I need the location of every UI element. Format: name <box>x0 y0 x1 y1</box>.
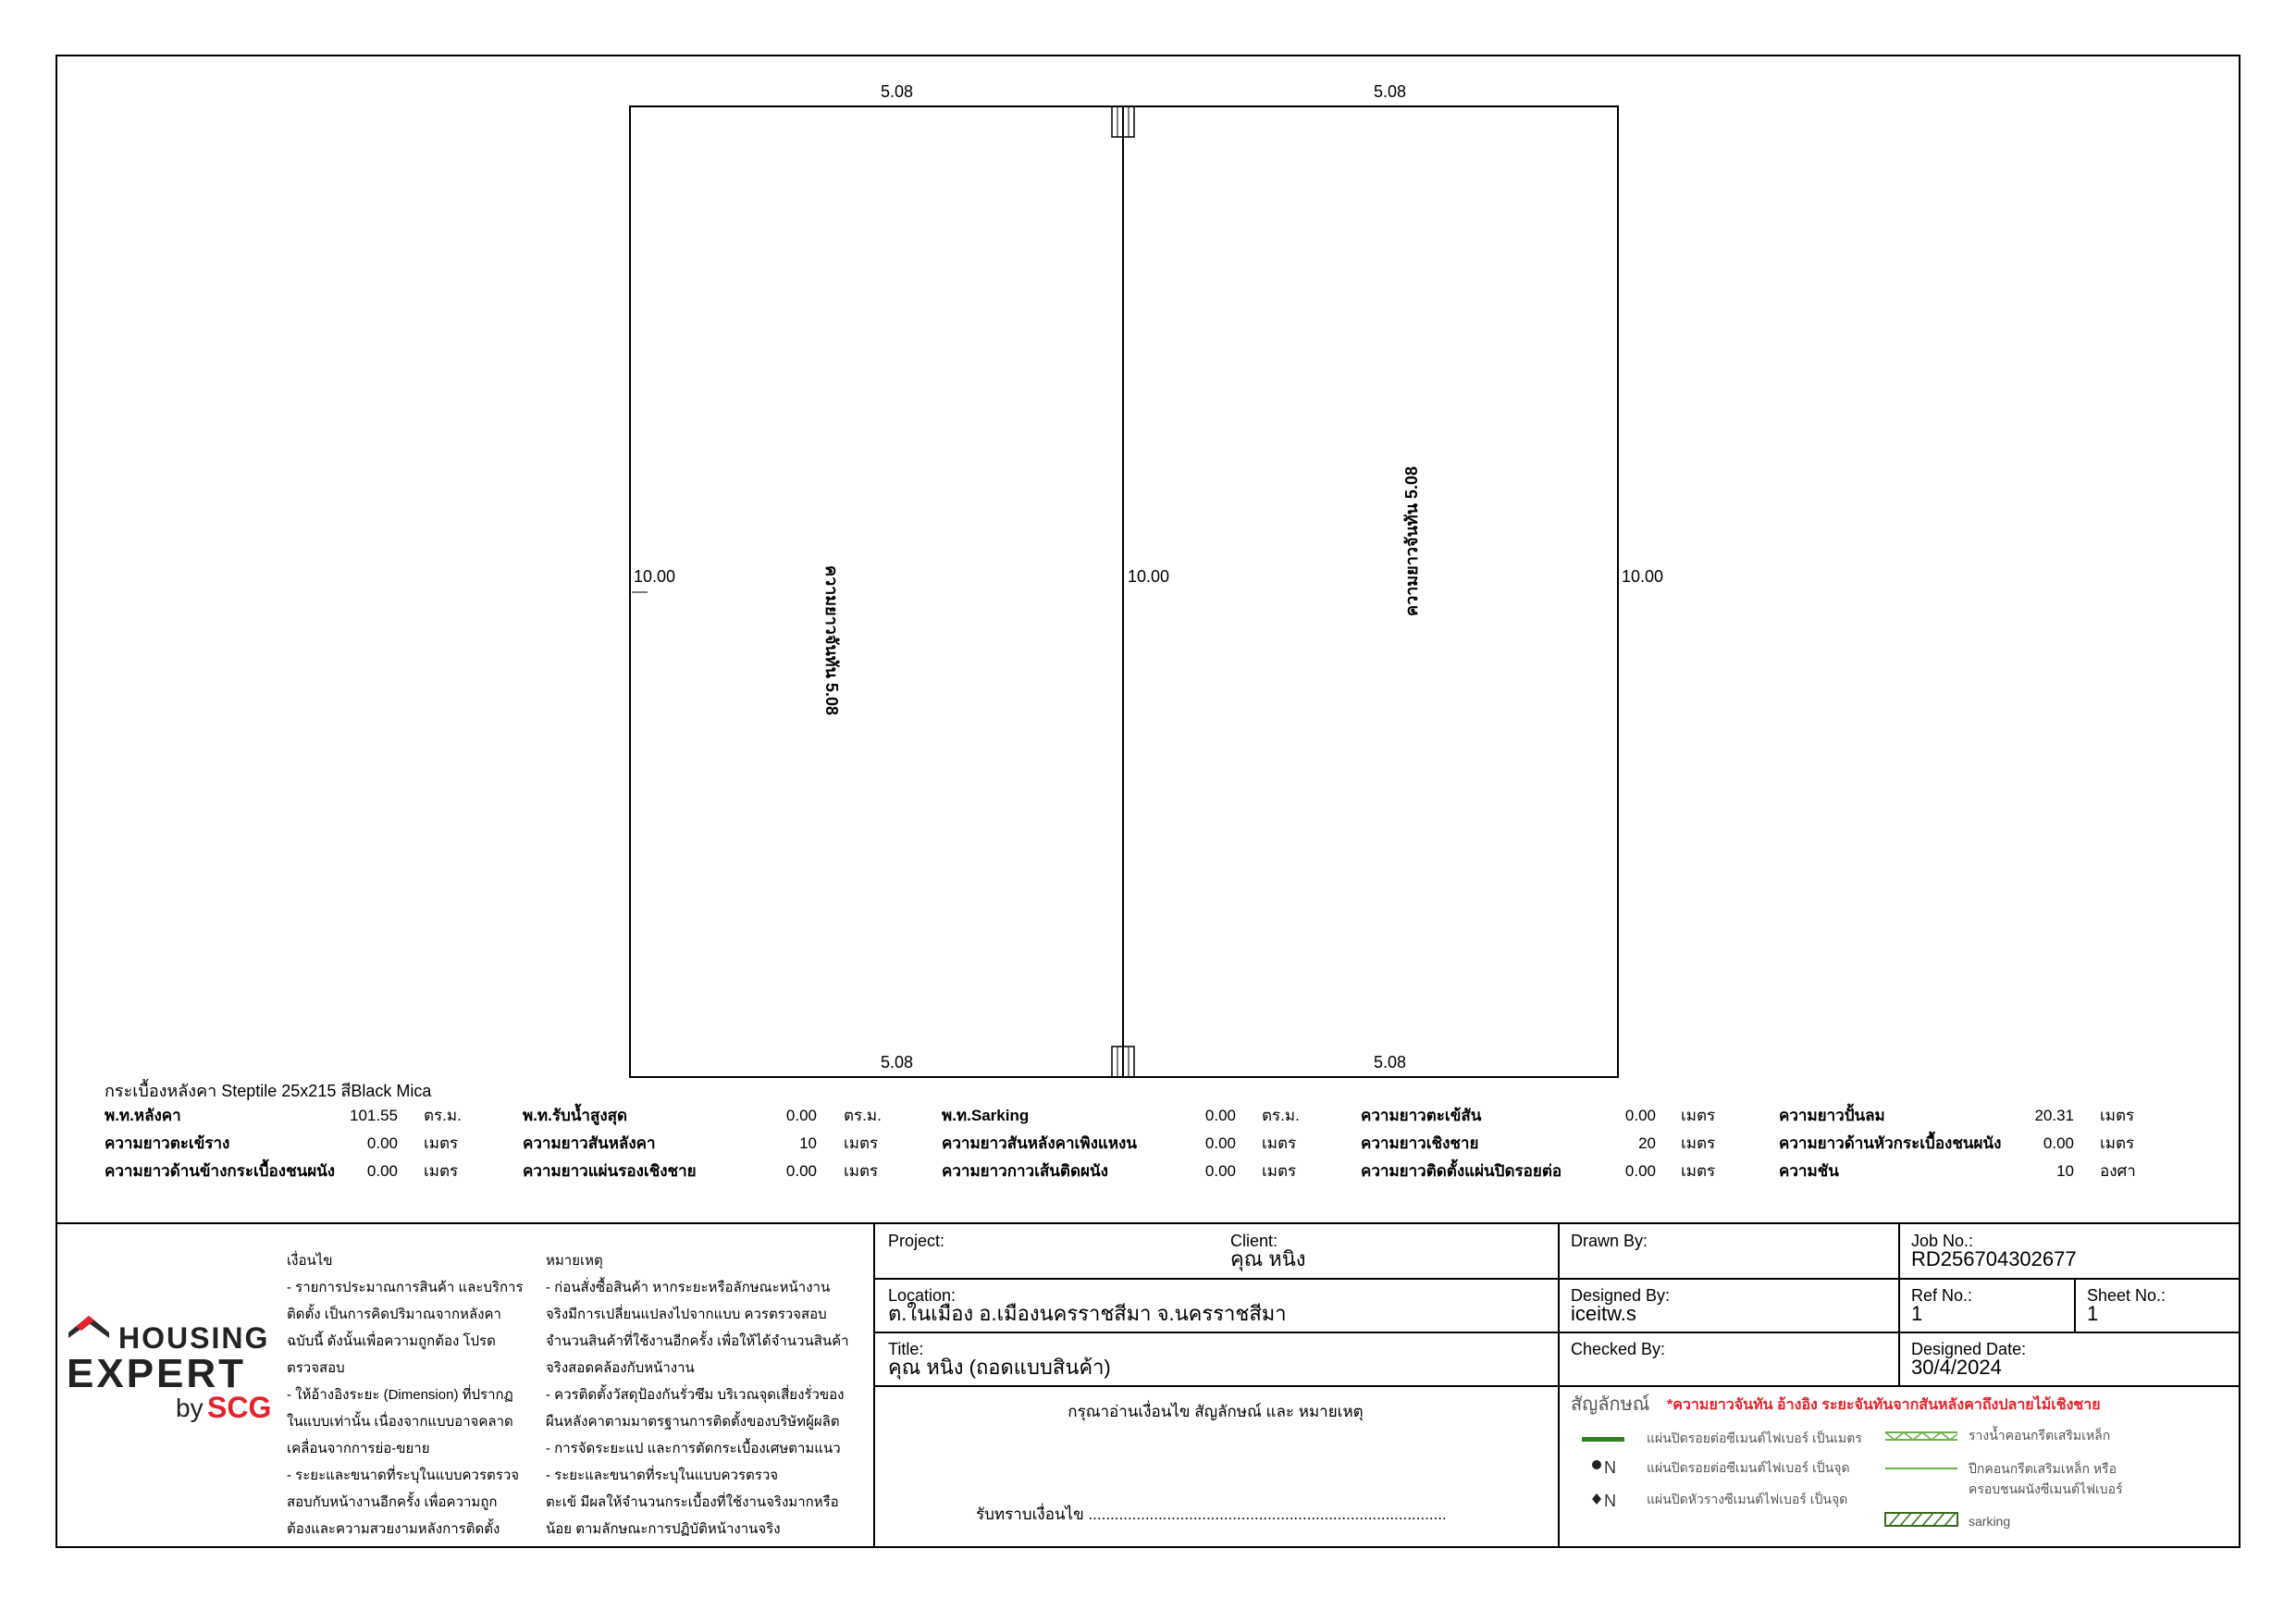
legend-right-item-3: ครอบชนผนังซีเมนต์ไฟเบอร์ <box>1969 1481 2123 1496</box>
stat-label: ความยาวสันหลังคา <box>523 1134 656 1152</box>
drawn-by-label: Drawn By: <box>1571 1232 1648 1250</box>
stat-unit: เมตร <box>1262 1134 1297 1152</box>
job-no-value: RD256704302677 <box>1911 1247 2077 1270</box>
conditions-line: ตรวจสอบ <box>287 1360 345 1376</box>
stat-label: ความยาวตะเข้ราง <box>105 1134 230 1152</box>
logo-expert: EXPERT <box>67 1351 247 1396</box>
remarks-line: - ควรติดตั้งวัสดุป้องกันรั่วซึม บริเวณจุดเสี่ยงรั่วของ <box>546 1387 845 1403</box>
sheet-no-label: Sheet No.: <box>2087 1286 2166 1305</box>
stat-value: 10 <box>799 1134 817 1152</box>
joint-cover-point-icon <box>1592 1460 1601 1469</box>
stat-unit: องศา <box>2100 1162 2136 1180</box>
legend-symbols-right <box>1883 1425 1967 1536</box>
top-dim-left: 5.08 <box>881 82 914 101</box>
legend-right-item-2: ปีกคอนกรีตเสริมเหล็ก หรือ <box>1969 1461 2117 1476</box>
house-logo-icon <box>67 1312 113 1349</box>
remarks-block <box>546 1247 865 1542</box>
ref-no-value: 1 <box>1911 1302 1923 1325</box>
sarking-symbol <box>1885 1513 1957 1526</box>
stat-value: 101.55 <box>350 1107 398 1124</box>
stat-unit: เมตร <box>1681 1134 1716 1152</box>
stat-value: 10 <box>2056 1162 2074 1180</box>
conditions-line: ติดตั้ง เป็นการคิดปริมาณจากหลังคา <box>287 1307 501 1322</box>
conditions-line: - ระยะและขนาดที่ระบุในแบบควรตรวจ <box>287 1468 520 1483</box>
remarks-line: ตะเข้ มีผลให้จำนวนกระเบื้องที่ใช้งานจริงมากหรือ <box>546 1494 839 1510</box>
logo-housing: HOUSING <box>118 1321 270 1355</box>
read-conditions-note: กรุณาอ่านเงื่อนไข สัญลักษณ์ และ หมายเหตุ <box>1068 1403 1364 1420</box>
remarks-line: จำนวนสินค้าที่ใช้งานอีกครั้ง เพื่อให้ได้จำนวนสินค้า <box>546 1333 849 1349</box>
conditions-line: ต้องและความสวยงามหลังการติดตั้ง <box>287 1521 500 1537</box>
stat-unit: เมตร <box>844 1162 879 1180</box>
logo-scg: SCG <box>207 1391 272 1424</box>
bottom-dim-left: 5.08 <box>881 1053 914 1072</box>
concrete-gutter-symbol <box>1885 1432 1957 1440</box>
remarks-line: จริงสอดคล้องกับหน้างาน <box>546 1360 695 1376</box>
conditions-line: เคลื่อนจากการย่อ-ขยาย <box>287 1441 430 1456</box>
title-value: คุณ หนิง (ถอดแบบสินค้า) <box>888 1356 1111 1379</box>
side-dim-middle: 10.00 <box>1128 567 1170 586</box>
stat-unit: เมตร <box>424 1162 459 1180</box>
stat-label: ความยาวสันหลังคาเพิงแหงน <box>942 1134 1137 1152</box>
stat-label: พ.ท.หลังคา <box>105 1107 181 1124</box>
remarks-line: จริงมีการเปลี่ยนแปลงไปจากแบบ ควรตรวจสอบ <box>546 1307 827 1322</box>
stat-value: 0.00 <box>1204 1107 1236 1124</box>
remarks-line: น้อย ตามลักษณะการปฏิบัติหน้างานจริง <box>546 1521 781 1537</box>
remarks-line: ผืนหลังคาตามมาตรฐานการติดตั้งของบริษัทผู้ผลิต <box>546 1414 840 1430</box>
remarks-title: หมายเหตุ <box>546 1253 603 1269</box>
designed-date-value: 30/4/2024 <box>1911 1356 2002 1379</box>
conditions-title: เงื่อนไข <box>287 1253 333 1269</box>
location-value: ต.ในเมือง อ.เมืองนครราชสีมา จ.นครราชสีมา <box>888 1302 1287 1325</box>
stat-unit: เมตร <box>2100 1107 2135 1124</box>
top-dim-right: 5.08 <box>1374 82 1407 101</box>
stat-value: 0.00 <box>366 1134 398 1152</box>
conditions-lines <box>287 1274 537 1542</box>
stat-value: 20 <box>1638 1134 1656 1152</box>
stat-label: ความยาวตะเข้สัน <box>1361 1107 1482 1124</box>
title-block-divider <box>56 1222 2240 1224</box>
stat-value: 20.31 <box>2034 1107 2074 1124</box>
stat-unit: เมตร <box>2100 1134 2135 1152</box>
stat-value: 0.00 <box>1204 1162 1236 1180</box>
stat-label: ความยาวแผ่นรองเชิงชาย <box>523 1162 697 1180</box>
legend-left-item-2: แผ่นปิดรอยต่อซีเมนต์ไฟเบอร์ เป็นจุด <box>1647 1460 1850 1475</box>
stat-unit: ตร.ม. <box>424 1107 462 1124</box>
job-no-label: Job No.: <box>1911 1232 1974 1250</box>
stat-label: ความยาวด้านข้างกระเบื้องชนผนัง <box>105 1162 336 1180</box>
legend-left-item-1: แผ่นปิดรอยต่อซีเมนต์ไฟเบอร์ เป็นเมตร <box>1647 1431 1862 1445</box>
designed-date-label: Designed Date: <box>1911 1340 2027 1358</box>
stat-unit: เมตร <box>844 1134 879 1152</box>
joint-cover-meter-symbol <box>1582 1437 1624 1442</box>
side-dim-left: 10.00 <box>634 567 676 586</box>
title-label: Title: <box>888 1340 924 1358</box>
stat-value: 0.00 <box>1204 1134 1236 1152</box>
legend-right-item-1: รางน้ำคอนกรีตเสริมเหล็ก <box>1969 1428 2111 1443</box>
bottom-dim-right: 5.08 <box>1374 1053 1407 1072</box>
conditions-block <box>287 1247 537 1542</box>
checked-by-label: Checked By: <box>1571 1340 1666 1358</box>
remarks-line: - การจัดระยะแป และการตัดกระเบื้องเศษตามแนว <box>546 1441 841 1456</box>
stat-value: 0.00 <box>2043 1134 2074 1152</box>
ridge-cover-point-icon <box>1592 1493 1601 1505</box>
legend-n-2: N <box>1604 1492 1616 1510</box>
stat-value: 0.00 <box>785 1107 817 1124</box>
project-label: Project: <box>888 1232 945 1250</box>
stat-value: 0.00 <box>785 1162 817 1180</box>
stat-label: ความยาวกาวเส้นติดผนัง <box>942 1162 1108 1180</box>
stat-unit: เมตร <box>1681 1107 1716 1124</box>
stat-unit: เมตร <box>1262 1162 1297 1180</box>
legend-warning: *ความยาวจันทัน อ้างอิง ระยะจันทันจากสันหลังคาถึงปลายไม้เชิงชาย <box>1667 1397 2101 1413</box>
designed-by-label: Designed By: <box>1571 1286 1671 1305</box>
conditions-line: ฉบับนี้ ดังนั้นเพื่อความถูกต้อง โปรด <box>287 1333 496 1349</box>
legend-left-item-3: แผ่นปิดหัวรางซีเมนต์ไฟเบอร์ เป็นจุด <box>1647 1492 1848 1506</box>
remarks-line: - ก่อนสั่งซื้อสินค้า หากระยะหรือลักษณะหน้างาน <box>546 1280 831 1295</box>
stat-label: ความยาวเชิงชาย <box>1361 1134 1479 1152</box>
remarks-lines <box>546 1274 865 1542</box>
client-value: คุณ หนิง <box>1230 1247 1306 1270</box>
stat-value: 0.00 <box>366 1162 398 1180</box>
stat-unit: ตร.ม. <box>844 1107 882 1124</box>
ref-no-label: Ref No.: <box>1911 1286 1973 1305</box>
stat-value: 0.00 <box>1624 1162 1656 1180</box>
sheet-no-value: 1 <box>2087 1302 2099 1325</box>
logo-by: by <box>176 1394 204 1422</box>
client-label: Client: <box>1230 1232 1278 1250</box>
acknowledge-line: รับทราบเงื่อนไข .................................................................................. <box>976 1505 1447 1523</box>
stat-label: พ.ท.รับน้ำสูงสุด <box>523 1107 628 1124</box>
stat-unit: เมตร <box>1681 1162 1716 1180</box>
conditions-line: - ให้อ้างอิงระยะ (Dimension) ที่ปรากฏ <box>287 1387 513 1403</box>
conditions-line: - รายการประมาณการสินค้า และบริการ <box>287 1280 524 1295</box>
stat-label: ความยาวด้านหัวกระเบื้องชนผนัง <box>1779 1134 2002 1152</box>
product-title: กระเบื้องหลังคา Steptile 25x215 สีBlack Mica <box>105 1082 432 1100</box>
legend-title: สัญลักษณ์ <box>1571 1394 1650 1415</box>
side-dim-right: 10.00 <box>1622 567 1664 586</box>
stat-label: ความยาวปั้นลม <box>1779 1107 1885 1124</box>
stat-unit: ตร.ม. <box>1262 1107 1300 1124</box>
stat-label: ความชัน <box>1779 1162 1839 1180</box>
conditions-line: ในแบบเท่านั้น เนื่องจากแบบอาจคลาด <box>287 1414 513 1430</box>
location-label: Location: <box>888 1286 957 1305</box>
legend-right-item-4: sarking <box>1969 1514 2011 1529</box>
stat-value: 0.00 <box>1624 1107 1656 1124</box>
stat-unit: เมตร <box>424 1134 459 1152</box>
stat-label: พ.ท.Sarking <box>942 1107 1030 1124</box>
remarks-line: - ระยะและขนาดที่ระบุในแบบควรตรวจ <box>546 1468 779 1483</box>
designed-by-value: iceitw.s <box>1571 1302 1636 1325</box>
legend-n-1: N <box>1604 1458 1616 1477</box>
stat-label: ความยาวติดตั้งแผ่นปิดรอยต่อ <box>1361 1162 1562 1180</box>
conditions-line: สอบกับหน้างานอีกครั้ง เพื่อความถูก <box>287 1494 498 1510</box>
